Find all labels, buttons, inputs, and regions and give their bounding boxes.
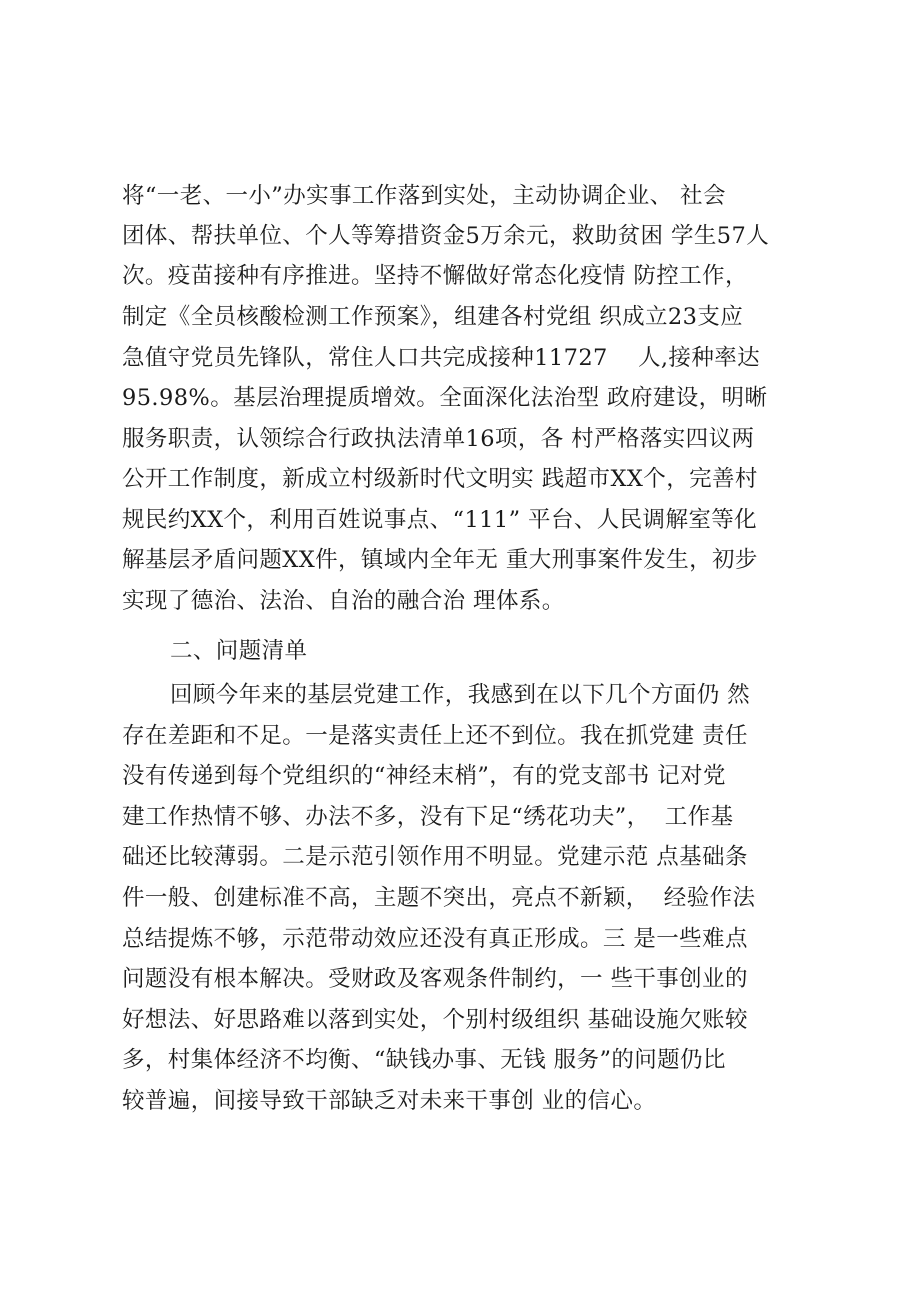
para1-line: 95.98%。基层治理提质增效。全面深化法治型 政府建设，明晰 bbox=[122, 385, 768, 411]
section-heading: 二、问题清单 bbox=[170, 638, 308, 664]
para2-line: 较普遍，间接导致干部缺乏对未来干事创 业的信心。 bbox=[122, 1088, 657, 1114]
para1-line: 急值守党员先锋队，常住人口共完成接种11727 人,接种率达 bbox=[122, 345, 761, 371]
para1-line: 规民约XX个，利用百姓说事点、“111” 平台、人民调解室等化 bbox=[122, 507, 758, 533]
para2-line: 好想法、好思路难以落到实处，个别村级组织 基础设施欠账较 bbox=[122, 1007, 748, 1033]
para2-line: 础还比较薄弱。二是示范引领作用不明显。党建示范 点基础条 bbox=[122, 844, 748, 870]
para2-line: 没有传递到每个党组织的“神经末梢”，有的党支部书 记对党 bbox=[122, 763, 726, 789]
para2-line: 存在差距和不足。一是落实责任上还不到位。我在抓党建 责任 bbox=[122, 723, 748, 749]
para1-line: 公开工作制度，新成立村级新时代文明实 践超市XX个，完善村 bbox=[122, 466, 758, 492]
para1-line: 解基层矛盾问题XX件，镇域内全年无 重大刑事案件发生，初步 bbox=[122, 547, 758, 573]
para1-line: 次。疫苗接种有序推进。坚持不懈做好常态化疫情 防控工作， bbox=[122, 263, 748, 289]
para2-line: 多，村集体经济不均衡、“缺钱办事、无钱 服务”的问题仍比 bbox=[122, 1047, 726, 1073]
para1-line: 团体、帮扶单位、个人等筹措资金5万余元，救助贫困 学生57人 bbox=[122, 223, 770, 249]
para2-line: 件一般、创建标准不高，主题不突出，亮点不新颖， 经验作法 bbox=[122, 885, 756, 911]
para2-line: 回顾今年来的基层党建工作，我感到在以下几个方面仍 然 bbox=[170, 682, 751, 708]
para1-line: 服务职责，认领综合行政执法清单16项，各 村严格落实四议两 bbox=[122, 426, 755, 452]
para1-line: 制定《全员核酸检测工作预案》，组建各村党组 织成立23支应 bbox=[122, 304, 744, 330]
para1-line: 实现了德治、法治、自治的融合治 理体系。 bbox=[122, 588, 565, 614]
para2-line: 问题没有根本解决。受财政及客观条件制约，一 些干事创业的 bbox=[122, 966, 748, 992]
para2-line: 总结提炼不够，示范带动效应还没有真正形成。三 是一些难点 bbox=[122, 926, 748, 952]
para1-line: 将“一老、一小”办实事工作落到实处，主动协调企业、 社会 bbox=[122, 183, 726, 209]
para2-line: 建工作热情不够、办法不多，没有下足“绣花功夫”， 工作基 bbox=[122, 804, 734, 830]
